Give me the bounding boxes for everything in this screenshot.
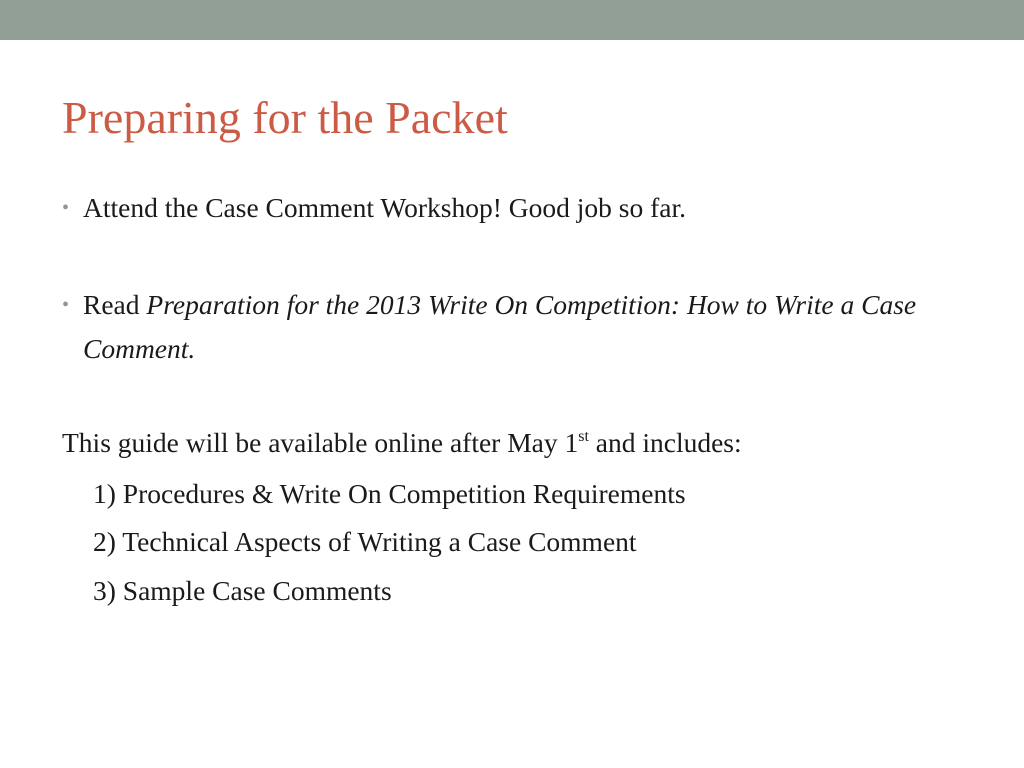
list-item-sample-comments: 3) Sample Case Comments [93,575,392,606]
guide-intro-text [62,421,742,465]
slide-title: Preparing for the Packet [62,92,508,143]
guide-intro-tail: and includes: [588,427,742,458]
bullet-marker: • [62,294,70,316]
list-item-technical-aspects: 2) Technical Aspects of Writing a Case Comment [93,526,637,557]
bullet-marker: • [62,197,70,219]
top-accent-bar [0,0,1024,40]
guide-title: Preparation for the 2013 Write On Competition: How to Write a Case Comment. [83,289,917,364]
bullet-prefix: Read [83,289,147,320]
list-item-procedures: 1) Procedures & Write On Competition Requirements [93,478,686,509]
guide-intro-main: This guide will be available online after May 1 [62,427,579,458]
bullet-text [83,283,962,371]
bullet-item-read-guide [62,283,962,371]
bullet-text: Attend the Case Comment Workshop! Good job so far. [83,192,686,223]
bullet-item-workshop [62,186,962,230]
guide-intro-superscript: st [578,428,589,445]
